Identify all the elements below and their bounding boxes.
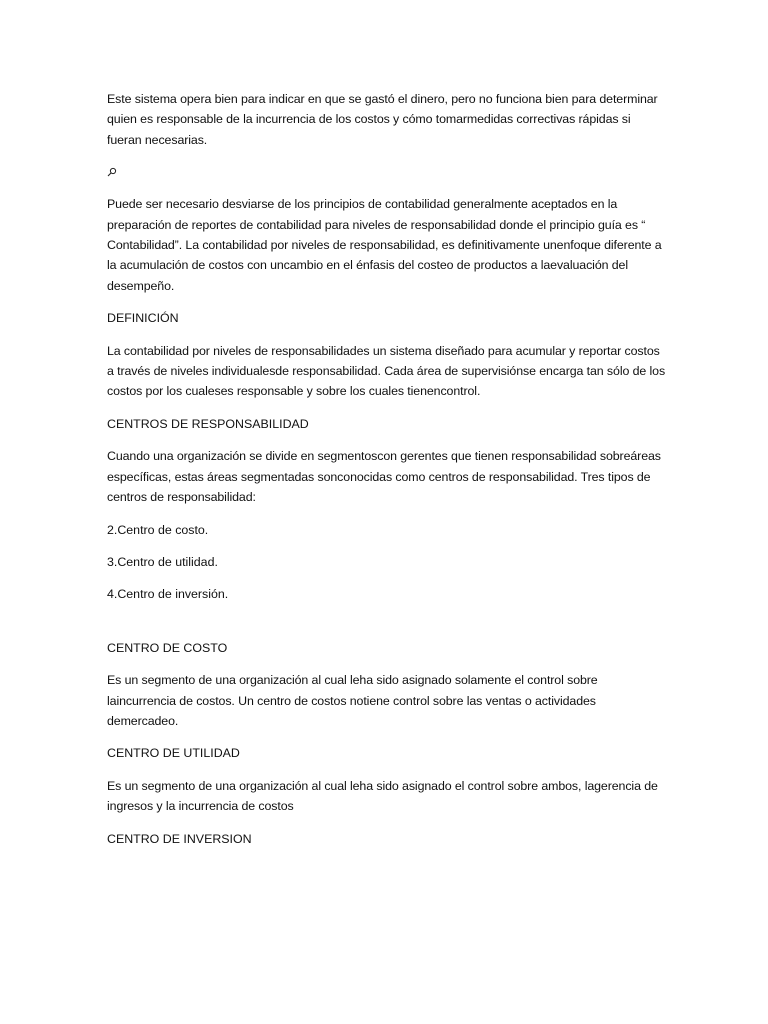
heading-definicion: DEFINICIÓN (107, 311, 179, 326)
paragraph-intro: Este sistema opera bien para indicar en que se gastó el dinero, pero no funciona bien para determinar quien es responsable de la incurrencia de los costos y cómo tomarmedidas correctivas rápidas si fueran necesarias. (107, 92, 658, 147)
heading-centro-utilidad: CENTRO DE UTILIDAD (107, 746, 240, 761)
document-page (107, 89, 667, 861)
icon-row (107, 162, 667, 182)
list-item: 4.Centro de inversión. (107, 587, 229, 602)
list-item: 3.Centro de utilidad. (107, 554, 218, 569)
heading-centro-costo: CENTRO DE COSTO (107, 640, 228, 655)
list-item: 2.Centro de costo. (107, 522, 209, 537)
paragraph-centros: Cuando una organización se divide en segmentoscon gerentes que tienen responsabilidad sobreáreas específicas, estas áreas segmentadas sonconocidas como centros de responsabilidad. Tres tipos de centros de responsabilidad: (107, 449, 661, 505)
paragraph-centro-costo: Es un segmento de una organización al cual leha sido asignado solamente el control sobre laincurrencia de costos. Un centro de costos notiene control sobre las ventas o actividades demercadeo. (107, 673, 598, 728)
heading-centros-responsabilidad: CENTROS DE RESPONSABILIDAD (107, 416, 309, 431)
paragraph-definicion: La contabilidad por niveles de responsabilidades un sistema diseñado para acumular y reportar costos a través de niveles individualesde responsabilidad. Cada área de supervisiónse encarga tan sólo de los costos por los cualeses responsable y sobre los cuales tienencontrol. (107, 343, 666, 399)
paragraph-centro-utilidad: Es un segmento de una organización al cual leha sido asignado el control sobre ambos, lagerencia de ingresos y la incurrencia de costos (107, 778, 658, 814)
search-icon (107, 167, 117, 177)
heading-centro-inversion: CENTRO DE INVERSION (107, 831, 252, 846)
paragraph-principios: Puede ser necesario desviarse de los principios de contabilidad generalmente aceptados en la preparación de reportes de contabilidad para niveles de responsabilidad donde el principio guía es “ Contabilidad”. La contabilidad por niveles de responsabilidad, es definitivamente unenfoque diferente a la acumulación de costos con uncambio en el énfasis del costeo de productos a laevaluación del desempeño. (107, 197, 662, 293)
spacer (107, 617, 667, 638)
